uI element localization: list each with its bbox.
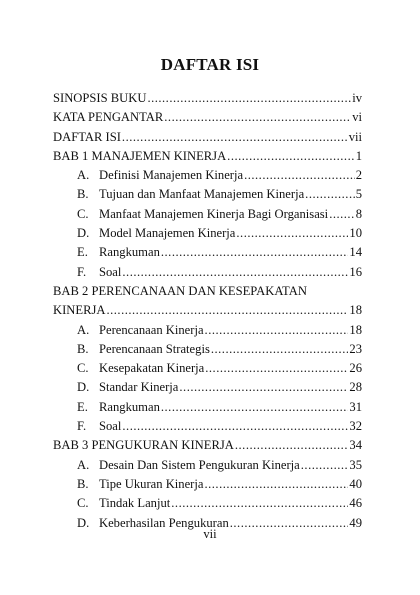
toc-entry (53, 398, 362, 417)
toc-entry-page: 40 (349, 476, 362, 491)
toc-entry-page: 34 (349, 438, 362, 453)
toc-entry-label: Standar Kinerja (99, 380, 179, 395)
toc-entry-page: 32 (349, 419, 362, 434)
toc-entry-page: 14 (349, 245, 362, 260)
toc-entry (53, 436, 362, 455)
toc-entry-letter: E. (77, 399, 88, 414)
toc-entry (53, 282, 362, 301)
toc-entry-letter: D. (77, 380, 90, 395)
toc-entry (53, 166, 362, 185)
toc-entry-page: vii (348, 129, 362, 144)
page-number: vii (203, 527, 217, 541)
toc-entry (53, 378, 362, 397)
toc-entry-page: 26 (349, 361, 362, 376)
toc-entry-label: KINERJA (53, 303, 106, 318)
toc-entry-page: 49 (349, 515, 362, 530)
toc-entry-label: Rangkuman (99, 245, 160, 260)
toc-entry-label: Definisi Manajemen Kinerja (99, 168, 244, 183)
toc-entry-page: 16 (349, 264, 362, 279)
toc-entry-label: BAB 1 MANAJEMEN KINERJA (53, 148, 227, 163)
toc-entry-letter: C. (77, 361, 89, 376)
toc-entry-label: Perencanaan Kinerja (99, 322, 204, 337)
toc-entry (53, 359, 362, 378)
dot-leader (211, 340, 349, 359)
dot-leader (244, 166, 355, 185)
toc-entry (53, 108, 362, 127)
toc-entry-label: Keberhasilan Pengukuran (99, 515, 229, 530)
toc-entry-label: SINOPSIS BUKU (53, 91, 147, 105)
toc-entry-letter: F. (77, 419, 87, 434)
toc-entry (53, 263, 362, 282)
toc-entry-letter: B. (77, 341, 89, 356)
toc-entry-letter: A. (77, 322, 90, 337)
dot-leader (106, 301, 348, 320)
toc-entry-label: Model Manajemen Kinerja (99, 226, 236, 241)
toc-entry-letter: B. (77, 187, 89, 202)
toc-entry (53, 147, 362, 166)
toc-entry (53, 185, 362, 204)
toc-entry-label: Soal (99, 264, 122, 279)
toc-entry-page: 5 (355, 187, 362, 202)
toc-entry-label: Rangkuman (99, 399, 160, 414)
dot-leader (235, 436, 349, 455)
toc-entry-page: 31 (349, 399, 362, 414)
toc-entry-page: 18 (349, 303, 362, 318)
toc-entry-letter: C. (77, 206, 89, 221)
toc-entry-letter: F. (77, 264, 87, 279)
dot-leader (329, 205, 355, 224)
toc-entry-label: DAFTAR ISI (53, 129, 121, 144)
toc-entry-page: vi (352, 110, 362, 125)
toc-entry (53, 89, 362, 108)
toc-entry-label: Kesepakatan Kinerja (99, 361, 205, 376)
toc-entry-letter: D. (77, 515, 90, 530)
toc-entry-letter: B. (77, 476, 89, 491)
toc-entry (53, 243, 362, 262)
dot-leader (205, 359, 348, 378)
toc-entry (53, 224, 362, 243)
toc-entry-label: BAB 3 PENGUKURAN KINERJA (53, 438, 234, 453)
toc-entry (53, 301, 362, 320)
toc-entry (53, 205, 362, 224)
toc-entry (53, 494, 362, 513)
toc-entry (53, 340, 362, 359)
dot-leader (122, 417, 348, 436)
toc-entry-page: 23 (349, 341, 362, 356)
toc-entry-page: 28 (349, 380, 362, 395)
toc-entry-label: BAB 2 PERENCANAAN DAN KESEPAKATAN (53, 283, 307, 298)
dot-leader (236, 224, 348, 243)
toc-entry-letter: A. (77, 457, 90, 472)
toc-entry (53, 475, 362, 494)
dot-leader (227, 147, 355, 166)
toc-entry (53, 417, 362, 436)
toc-entry-label: Tujuan dan Manfaat Manajemen Kinerja (99, 187, 305, 202)
toc-entry-label: Tipe Ukuran Kinerja (99, 476, 204, 491)
dot-leader (179, 378, 348, 397)
toc-entry (53, 456, 362, 475)
dot-leader (122, 128, 348, 147)
dot-leader (204, 475, 348, 494)
toc-entry-letter: C. (77, 496, 89, 511)
dot-leader (301, 456, 349, 475)
dot-leader (161, 398, 349, 417)
toc-entry-label: Perencanaan Strategis (99, 341, 210, 356)
toc-entry-page: 8 (355, 206, 362, 221)
toc-entry-letter: E. (77, 245, 88, 260)
toc-entry (53, 128, 362, 147)
toc-entry-page: 10 (349, 226, 362, 241)
toc-entry-label: Manfaat Manajemen Kinerja Bagi Organisasi (99, 206, 329, 221)
dot-leader (305, 185, 355, 204)
toc-entry-page: 1 (355, 148, 362, 163)
toc-entry-page: 18 (349, 322, 362, 337)
toc-entry-page: 2 (355, 168, 362, 183)
page-title: DAFTAR ISI (160, 55, 260, 74)
dot-leader (161, 243, 349, 262)
table-of-contents (53, 89, 362, 533)
toc-entry-page: 35 (349, 457, 362, 472)
dot-leader (171, 494, 348, 513)
toc-entry-letter: A. (77, 168, 90, 183)
dot-leader (147, 89, 351, 108)
toc-entry-label: KATA PENGANTAR (53, 110, 164, 125)
toc-entry-page: 46 (349, 496, 362, 511)
dot-leader (122, 263, 348, 282)
dot-leader (164, 108, 351, 127)
toc-entry-label: Tindak Lanjut (99, 496, 171, 511)
toc-entry-label: Soal (99, 419, 122, 434)
toc-entry-label: Desain Dan Sistem Pengukuran Kinerja (99, 457, 300, 472)
toc-entry-letter: D. (77, 226, 90, 241)
dot-leader (205, 321, 349, 340)
toc-entry (53, 321, 362, 340)
toc-entry-page: iv (352, 91, 362, 105)
